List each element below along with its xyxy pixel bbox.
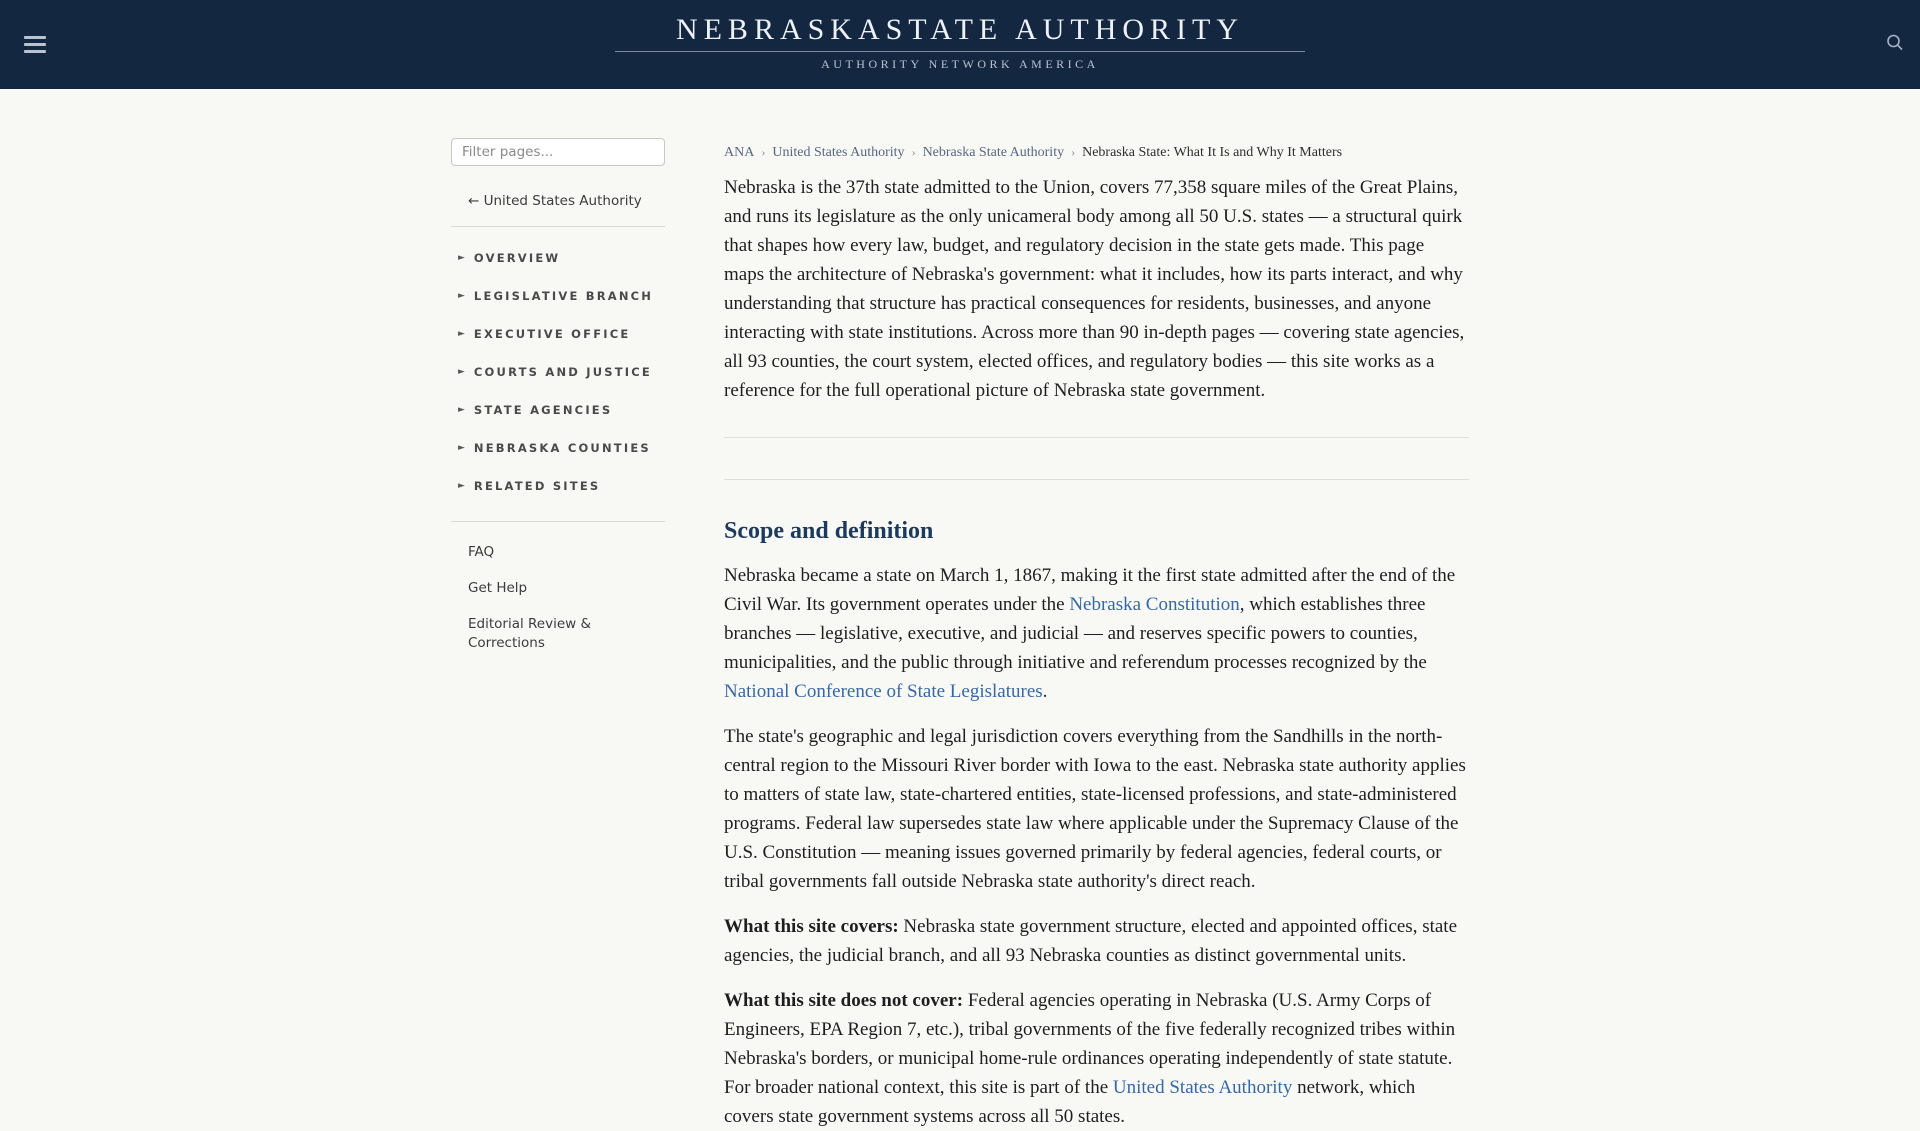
text-segment: Nebraska state government structure, elected and appointed offices, state agencies, the judicial branch, and all 93 Nebraska counties as distinct governmental units. — [724, 916, 1458, 966]
sidebar-section-label: COURTS AND JUSTICE — [473, 365, 652, 379]
sidebar-footer-link[interactable]: Get Help — [468, 580, 528, 596]
sidebar — [451, 89, 665, 1131]
sidebar-section-label: LEGISLATIVE BRANCH — [473, 289, 654, 303]
sidebar-section-label: STATE AGENCIES — [473, 403, 613, 417]
sidebar-footer-links — [451, 522, 665, 653]
text-segment: . — [1042, 681, 1048, 702]
text-segment: , which establishes three branches — legislative, executive, and judicial — and reserves specific powers to counties, municipalities, and the public through initiative and referendum processes recognized by the — [724, 594, 1427, 673]
breadcrumb-current: Nebraska State: What It Is and Why It Matters — [1082, 145, 1343, 160]
sidebar-section[interactable] — [458, 365, 665, 379]
breadcrumb — [724, 145, 1469, 161]
sidebar-nav — [451, 251, 665, 493]
back-link-united-states-authority[interactable]: ← United States Authority — [468, 193, 642, 209]
link-national-conference-of-state-legislatures[interactable]: National Conference of State Legislatures — [724, 681, 1043, 702]
section-heading: Scope and definition — [724, 518, 934, 544]
triangle-right-icon: ► — [458, 404, 465, 415]
paragraph-statehood — [724, 561, 1469, 706]
search-icon — [1884, 32, 1906, 54]
breadcrumb-link-ana[interactable]: ANA — [724, 145, 755, 160]
site-subtitle: AUTHORITY NETWORK AMERICA — [821, 57, 1099, 71]
triangle-right-icon: ► — [458, 366, 465, 377]
sidebar-section-label: OVERVIEW — [473, 251, 561, 265]
search-button[interactable] — [1880, 28, 1910, 61]
sidebar-section-label: NEBRASKA COUNTIES — [473, 441, 651, 455]
site-masthead — [0, 0, 1920, 72]
not-covers-lead: What this site does not cover: — [724, 990, 964, 1011]
sidebar-section-label: RELATED SITES — [473, 479, 601, 493]
triangle-right-icon: ► — [458, 252, 465, 263]
filter-pages-input[interactable] — [451, 138, 665, 166]
sidebar-footer-link[interactable]: FAQ — [468, 544, 495, 560]
text-segment: Federal agencies operating in Nebraska (U.S. Army Corps of Engineers, EPA Region 7, etc.), tribal governments of the five federally recognized tribes within Nebraska's borders, or municipal home-rule ordinances operating independently of state statute. For broader national context, this site is part of the — [724, 990, 1456, 1098]
breadcrumb-link-nebraska-state-authority[interactable]: Nebraska State Authority — [922, 145, 1065, 160]
sidebar-section[interactable] — [458, 327, 665, 341]
covers-lead: What this site covers: — [724, 916, 899, 937]
article-body — [724, 173, 1469, 1131]
paragraph-covers — [724, 912, 1469, 970]
sidebar-section[interactable] — [458, 289, 665, 303]
app-header — [0, 0, 1920, 89]
breadcrumb-separator: › — [911, 145, 916, 159]
intro-paragraph: Nebraska is the 37th state admitted to the Union, covers 77,358 square miles of the Great Plains, and runs its legislature as the only unicameral body among all 50 U.S. states — a structural quirk that shapes how every law, budget, and regulatory decision in the state gets made. This page maps the architecture of Nebraska's government: what it includes, how its parts interact, and why understanding that structure has practical consequences for residents, businesses, and anyone interacting with state institutions. Across more than 90 in-depth pages — covering state agencies, all 93 counties, the court system, elected offices, and regulatory bodies — this site works as a reference for the full operational picture of Nebraska state government. — [724, 177, 1465, 401]
link-united-states-authority[interactable]: United States Authority — [1112, 1077, 1293, 1098]
triangle-right-icon: ► — [458, 480, 465, 491]
text-segment: network, which covers state government systems across all 50 states. — [724, 1077, 1416, 1127]
sidebar-divider — [451, 226, 665, 227]
triangle-right-icon: ► — [458, 328, 465, 339]
sidebar-footer-link[interactable]: Editorial Review & Corrections — [468, 616, 592, 651]
sidebar-section[interactable] — [458, 441, 665, 455]
paragraph-jurisdiction: The state's geographic and legal jurisdiction covers everything from the Sandhills in the north-central region to the Missouri River border with Iowa to the east. Nebraska state authority applies to matters of state law, state-chartered entities, state-licensed professions, and state-administered programs. Federal law supersedes state law where applicable under the Supremacy Clause of the U.S. Constitution — meaning issues governed primarily by federal agencies, federal courts, or tribal governments fall outside Nebraska state authority's direct reach. — [724, 726, 1466, 892]
paragraph-does-not-cover — [724, 986, 1469, 1131]
breadcrumb-separator: › — [761, 145, 766, 159]
breadcrumb-link-united-states-authority[interactable]: United States Authority — [772, 145, 905, 160]
link-nebraska-constitution[interactable]: Nebraska Constitution — [1069, 594, 1240, 615]
sidebar-section[interactable] — [458, 251, 665, 265]
section-break-divider — [724, 437, 1469, 480]
page-layout — [451, 89, 1469, 1131]
menu-button[interactable] — [20, 28, 50, 61]
main-content — [724, 89, 1469, 1131]
hamburger-icon — [24, 36, 46, 53]
triangle-right-icon: ► — [458, 442, 465, 453]
site-title: NEBRASKASTATE AUTHORITY — [675, 13, 1245, 46]
breadcrumb-separator: › — [1071, 145, 1076, 159]
sidebar-section[interactable] — [458, 403, 665, 417]
title-underline — [615, 51, 1305, 52]
text-segment: Nebraska became a state on March 1, 1867, making it the first state admitted after the end of the Civil War. Its government operates under the — [724, 565, 1456, 615]
sidebar-section[interactable] — [458, 479, 665, 493]
sidebar-section-label: EXECUTIVE OFFICE — [473, 327, 631, 341]
triangle-right-icon: ► — [458, 290, 465, 301]
